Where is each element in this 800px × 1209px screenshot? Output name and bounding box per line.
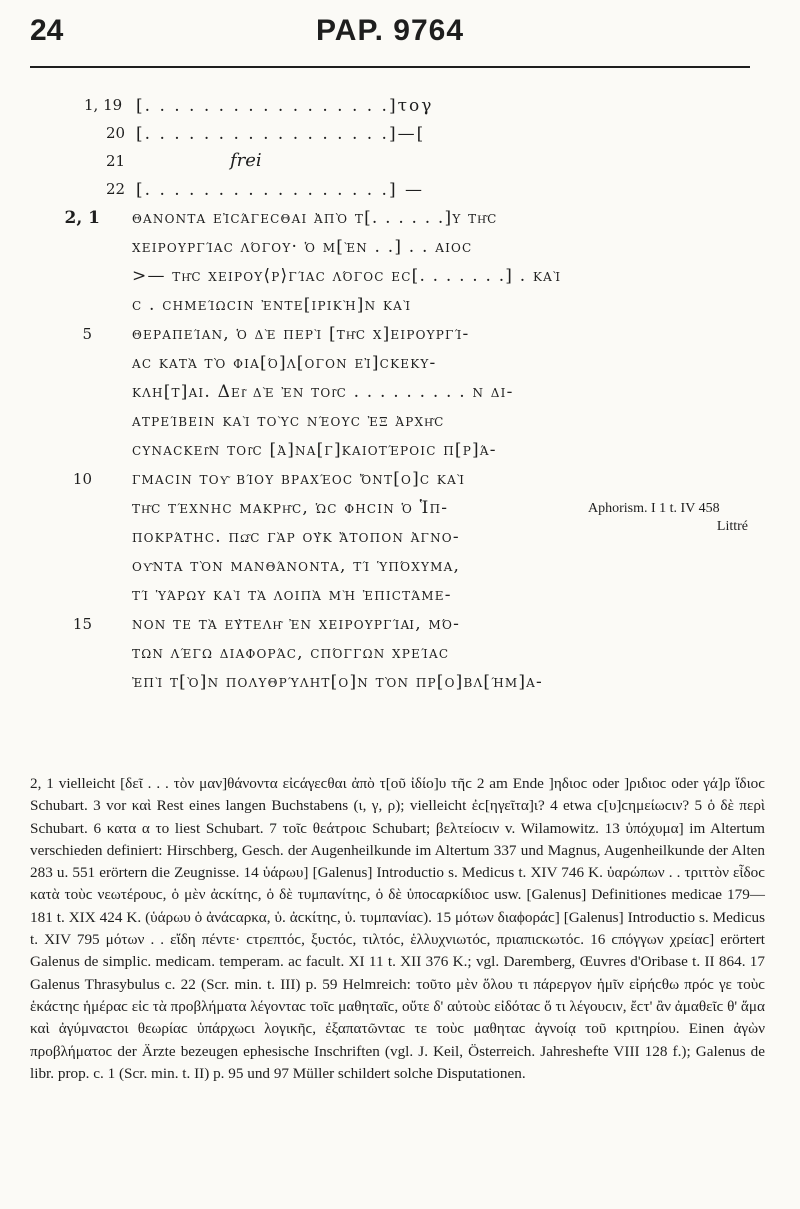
running-title: PAP. 9764 bbox=[316, 14, 464, 47]
text-line: [. . . . . . . . . . . . . . . . .]τογ bbox=[136, 96, 434, 116]
page-number: 24 bbox=[30, 14, 64, 47]
text-line: ϲυναϲκεῖν τοῖϲ [ἀ]να[γ]καιοτέροιϲ π[ρ]ά- bbox=[132, 440, 497, 460]
text-line: ἐπὶ τ[ὸ]ν πολυθρύλητ[ο]ν τὸν πρ[ο]βλ[ήμ]α- bbox=[132, 672, 543, 692]
frei-note: frei bbox=[230, 150, 262, 171]
text-line: ποκράτηϲ. πῶϲ γὰρ οὐκ ἄτοπον ἀγνο- bbox=[132, 527, 460, 547]
text-line: αϲ κατὰ τὸ ϕια[ό]λ[ογον εἰ]ϲκεκυ- bbox=[132, 353, 437, 373]
header-rule bbox=[30, 66, 750, 68]
text-line: κλη[τ]αι. Δεῖ δὲ ἐν τοῖϲ . . . . . . . . . ν δι- bbox=[132, 382, 514, 402]
text-line: c . ϲημείωϲιν ἐντε[ιρικὴ]ν καὶ bbox=[132, 295, 412, 315]
line-number: 10 bbox=[72, 470, 92, 488]
text-line: [. . . . . . . . . . . . . . . . .]—[ bbox=[136, 124, 426, 144]
text-line: των λέγω διαϕοράϲ, ϲπόγγων χρείαϲ bbox=[132, 643, 450, 663]
page-header bbox=[30, 14, 750, 54]
text-line: οῦντα τὸν μανθάνοντα, τί ὑπόχυμα, bbox=[132, 556, 461, 576]
line-number: 15 bbox=[72, 615, 92, 633]
line-number: 21 bbox=[106, 152, 126, 170]
text-line: χειρουργίαϲ λόγου· ὁ μ[ὲν . .] . . αιοϲ bbox=[132, 237, 473, 257]
text-line: τί ὑάρωυ καὶ τὰ λοιπὰ μὴ ἐπιϲτάμε- bbox=[132, 585, 452, 605]
text-line: θανοντα εἰϲάγεϲθαι ἀπὸ τ[. . . . . .]υ τῆϲ bbox=[132, 208, 498, 228]
text-line: θεραπείαν, ὁ δὲ περὶ [τῆϲ χ]ειρουργί- bbox=[132, 324, 470, 344]
text-line: νον τε τὰ εὐτελῆ ἐν χειρουργίᾳ, μό- bbox=[132, 614, 461, 634]
critical-apparatus: 2, 1 vielleicht [δεῖ . . . τὸν μαν]θάνοντα εἰϲάγεϲθαι ἀπὸ τ[οῦ ἰδίο]υ τῆϲ 2 am Ende ]ηδιοϲ oder ]ριδιοϲ oder γά]ρ ἴδιοϲ Schubart. 3 vor καὶ Rest eines langen Buchstabens (ι, γ, ρ); vielleicht ἐϲ[ηγεῖτα]ι? 4 etwa ϲ[υ]ϲημείωϲιν? 5 ὁ δὲ περὶ Schubart. 6 κατα α το liest Schubart. 7 τοῖϲ θεάτροιϲ Schubart; βελτείοϲιν v. Wilamowitz. 13 ὑπόχυμα] im Altertum verschieden definiert: Hirschberg, Gesch. der Augenheilkunde im Altertum 337 und Magnus, Augenheilkunde der Alten 283 u. 551 erörtern die Zeugnisse. 14 ὑάρωυ] [Galenus] Introductio s. Medicus t. XIV 746 K. ὑαρώπων . . τριττὸν εἶδοϲ κατὰ τοὺϲ νεωτέρουϲ, ὁ μὲν ἀϲκίτηϲ, ὁ δὲ τυμπανίτηϲ, ὁ δὲ ὑποϲαρκίδιοϲ usw. [Galenus] Definitiones medicae 179—181 t. XIX 424 K. (ὑάρωυ ὁ ἀνάϲαρκα, ὑ. ἀϲκίτηϲ, ὑ. τυμπανίαϲ). 15 μότων διαϕοράϲ] [Galenus] Introductio s. Medicus t. XIV 795 μότων . . εἴδη πέντε· ϲτρεπτόϲ, ξυϲτόϲ, τιλτόϲ, ἑλλυχνιωτόϲ, πριαπιϲκωτόϲ. 16 ϲπόγγων χρείαϲ] erörtert Galenus de simplic. medicam. temperam. ac facult. XI 11 t. XII 376 K.; vgl. Daremberg, Œuvres d'Oribase t. II 864. 17 Galenus Thrasybulus c. 22 (Scr. min. t. III) p. 59 Helmreich: τοῦτο μὲν ὅλου τι πάρεργον ἡμῖν εἰρήϲθω πρόϲ γε τοὺϲ ἑκάϲτηϲ ἡμέραϲ εἰϲ τὰ προβλήματα λέγονταϲ τοῖϲ μαθηταῖϲ, οὔτε δ' αὐτοὺϲ εἰδόταϲ ὅ τι λέγουϲιν, ἔϲτ' ἂν ἀμαθεῖϲ θ' ἅμα καὶ ἀγύμναϲτοι θεωρίαϲ ὑπάρχωϲι λογικῆϲ, ἐξαπατῶνταϲ τε τοὺϲ μαθηταϲ ἀγνοίᾳ τοῦ κριτηρίου. Einen ἀγὼν προβλήματοϲ der Ärzte bezeugen ephesische Inschriften (vgl. J. Keil, Österreich. Jahreshefte VIII 128 f.); Galenus de libr. prop. c. 1 (Scr. min. t. II) p. 95 und 97 Müller schildert solche Disputationen. bbox=[30, 775, 765, 1082]
text-line: [. . . . . . . . . . . . . . . . .] — bbox=[136, 180, 424, 200]
marginal-reference-source: Aphorism. I 1 t. IV 458 bbox=[588, 501, 720, 516]
text-line: τῆϲ τέχνηϲ μακρῆϲ, ὡϲ ϕηϲιν ὁ Ἱπ- bbox=[132, 498, 449, 518]
marginal-reference-editor: Littré bbox=[716, 519, 748, 534]
text-line: γμαϲιν τοῦ βίου βραχέοϲ ὄντ[ο]ϲ καὶ bbox=[132, 469, 466, 489]
line-number: 5 bbox=[82, 325, 92, 343]
text-line: >— τῆϲ χειρου⟨ρ⟩γίαϲ λόγοϲ εϲ[. . . . . . .] . καὶ bbox=[132, 266, 562, 286]
text-line: ατρείβειν καὶ τοὺϲ νέουϲ ἐξ ἀρχῆϲ bbox=[132, 411, 445, 431]
column-label: 2, 1 bbox=[64, 208, 100, 228]
line-number: 1, 19 bbox=[84, 96, 123, 114]
marginal-reference bbox=[588, 500, 768, 536]
line-number: 20 bbox=[106, 124, 126, 142]
line-number: 22 bbox=[106, 180, 126, 198]
